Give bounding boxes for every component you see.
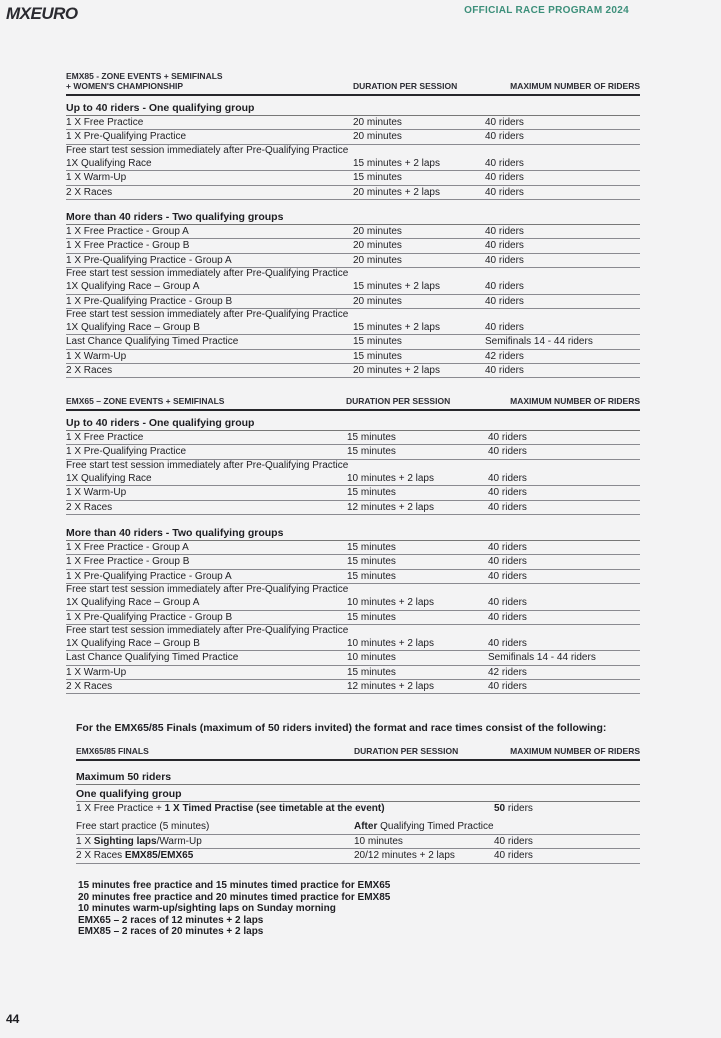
- session-name: 1 X Warm-Up: [66, 350, 127, 362]
- page-number: 44: [6, 1012, 20, 1026]
- emx85-group2-rows: [66, 225, 640, 379]
- session-row: [66, 130, 640, 144]
- session-duration: 12 minutes + 2 laps: [347, 681, 434, 693]
- session-note: [66, 460, 640, 472]
- emx65-group2-rows: [66, 541, 640, 695]
- session-name: Free start test session immediately after Pre-Qualifying Practice: [66, 624, 349, 636]
- session-row: [66, 157, 640, 171]
- session-row: [66, 611, 640, 625]
- session-row: [66, 295, 640, 309]
- session-row: [66, 171, 640, 185]
- finals-sighting-row: 1 X Sighting laps/Warm-Up 10 minutes 40 riders: [76, 835, 640, 850]
- emx85-title-line2: + WOMEN'S CHAMPIONSHIP: [66, 81, 184, 91]
- session-duration: 10 minutes + 2 laps: [347, 597, 434, 609]
- session-name: 1X Qualifying Race – Group A: [66, 597, 200, 609]
- emx65-section: [66, 385, 640, 694]
- finals-intro: For the EMX65/85 Finals (maximum of 50 riders invited) the format and race times consist of the following:: [76, 722, 607, 734]
- session-note: [66, 268, 640, 280]
- finals-title: EMX65/85 FINALS: [76, 746, 149, 756]
- session-note: [66, 625, 640, 637]
- session-duration: 20 minutes: [353, 295, 402, 307]
- session-name: 1 X Free Practice - Group B: [66, 240, 190, 252]
- session-name: Free start test session immediately after Pre-Qualifying Practice: [66, 308, 349, 320]
- session-name: Free start test session immediately after Pre-Qualifying Practice: [66, 268, 349, 280]
- group-title: Up to 40 riders - One qualifying group: [66, 417, 640, 431]
- session-duration: 15 minutes: [347, 446, 396, 458]
- finals-group-label: One qualifying group: [76, 788, 640, 802]
- session-max-riders: 40 riders: [485, 225, 524, 237]
- session-max-riders: 40 riders: [488, 681, 527, 693]
- group-title: More than 40 riders - Two qualifying groups: [66, 527, 640, 541]
- session-duration: 20 minutes: [353, 240, 402, 252]
- session-name: 1 X Free Practice - Group A: [66, 541, 189, 553]
- session-name: 1 X Pre-Qualifying Practice - Group A: [66, 254, 232, 266]
- col-duration-heading: DURATION PER SESSION: [354, 746, 459, 756]
- session-duration: 20 minutes + 2 laps: [353, 365, 440, 377]
- session-duration: 15 minutes + 2 laps: [353, 281, 440, 293]
- summary-line: 20 minutes free practice and 20 minutes timed practice for EMX85: [78, 891, 391, 903]
- session-row: [66, 637, 640, 651]
- session-row: [66, 186, 640, 200]
- session-duration: 15 minutes: [347, 570, 396, 582]
- session-name: 1 X Free Practice: [66, 117, 144, 128]
- group-title: Up to 40 riders - One qualifying group: [66, 102, 640, 116]
- emx85-group1-rows: [66, 116, 640, 200]
- session-duration: 15 minutes: [353, 336, 402, 348]
- session-duration: 20 minutes: [353, 225, 402, 237]
- session-row: [66, 555, 640, 569]
- session-row: [66, 321, 640, 335]
- session-name: 1 X Free Practice - Group A: [66, 225, 189, 237]
- session-name: 1X Qualifying Race – Group B: [66, 321, 200, 333]
- session-max-riders: 40 riders: [485, 172, 524, 184]
- session-max-riders: 40 riders: [485, 117, 524, 128]
- session-max-riders: 40 riders: [488, 446, 527, 458]
- session-duration: 10 minutes + 2 laps: [347, 637, 434, 649]
- session-duration: 20 minutes + 2 laps: [353, 186, 440, 198]
- session-duration: 15 minutes: [347, 487, 396, 499]
- session-row: [66, 364, 640, 378]
- session-name: 1 X Pre-Qualifying Practice: [66, 131, 187, 143]
- session-row: [66, 445, 640, 459]
- session-note: [66, 584, 640, 596]
- session-name: 2 X Races: [66, 365, 113, 377]
- session-name: 1 X Pre-Qualifying Practice - Group B: [66, 611, 233, 623]
- session-row: [66, 651, 640, 665]
- finals-free-start-row: Free start practice (5 minutes) After Qualifying Timed Practice: [76, 820, 640, 835]
- finals-practice-row: 1 X Free Practice + 1 X Timed Practise (see timetable at the event) 50 riders: [76, 803, 533, 814]
- col-duration-heading: DURATION PER SESSION: [346, 396, 451, 406]
- session-max-riders: 40 riders: [485, 131, 524, 143]
- summary-line: EMX85 – 2 races of 20 minutes + 2 laps: [78, 926, 264, 938]
- finals-summary: [78, 880, 390, 938]
- session-max-riders: 40 riders: [485, 365, 524, 377]
- session-duration: 10 minutes: [347, 652, 396, 664]
- session-row: [66, 472, 640, 486]
- finals-max-label: Maximum 50 riders: [76, 771, 640, 785]
- session-max-riders: 40 riders: [488, 487, 527, 499]
- session-duration: 15 minutes: [353, 350, 402, 362]
- session-duration: 15 minutes: [347, 541, 396, 553]
- col-max-heading: MAXIMUM NUMBER OF RIDERS: [510, 396, 640, 406]
- session-duration: 15 minutes + 2 laps: [353, 321, 440, 333]
- session-name: 1 X Warm-Up: [66, 172, 127, 184]
- session-row: [66, 431, 640, 445]
- summary-line: 10 minutes warm-up/sighting laps on Sunday morning: [78, 903, 336, 915]
- session-name: Free start test session immediately after Pre-Qualifying Practice: [66, 584, 349, 596]
- session-row: [66, 225, 640, 239]
- session-max-riders: 40 riders: [488, 597, 527, 609]
- session-max-riders: Semifinals 14 - 44 riders: [485, 336, 593, 348]
- session-name: 1X Qualifying Race: [66, 472, 152, 484]
- session-duration: 10 minutes + 2 laps: [347, 472, 434, 484]
- session-duration: 15 minutes: [347, 666, 396, 678]
- session-name: 1X Qualifying Race – Group B: [66, 637, 200, 649]
- session-max-riders: 40 riders: [488, 432, 527, 443]
- session-name: 1X Qualifying Race: [66, 157, 152, 169]
- session-name: Last Chance Qualifying Timed Practice: [66, 336, 239, 348]
- session-max-riders: 40 riders: [485, 295, 524, 307]
- session-duration: 15 minutes: [347, 432, 396, 443]
- page-header: [0, 0, 721, 26]
- session-max-riders: 40 riders: [485, 240, 524, 252]
- session-name: 1 X Pre-Qualifying Practice - Group A: [66, 570, 232, 582]
- session-name: 1X Qualifying Race – Group A: [66, 281, 200, 293]
- session-name: 1 X Pre-Qualifying Practice: [66, 446, 187, 458]
- session-name: 1 X Free Practice: [66, 432, 144, 443]
- session-note: [66, 309, 640, 321]
- session-duration: 15 minutes: [353, 172, 402, 184]
- session-name: 1 X Warm-Up: [66, 666, 127, 678]
- col-max-heading: MAXIMUM NUMBER OF RIDERS: [510, 746, 640, 756]
- session-duration: 20 minutes: [353, 117, 402, 128]
- session-max-riders: 40 riders: [485, 157, 524, 169]
- session-row: [66, 239, 640, 253]
- session-max-riders: 40 riders: [485, 321, 524, 333]
- group-title: More than 40 riders - Two qualifying groups: [66, 211, 640, 225]
- session-max-riders: 40 riders: [488, 472, 527, 484]
- session-duration: 15 minutes + 2 laps: [353, 157, 440, 169]
- program-title: OFFICIAL RACE PROGRAM 2024: [464, 5, 629, 16]
- session-row: [66, 570, 640, 584]
- session-max-riders: 40 riders: [485, 281, 524, 293]
- session-row: [66, 280, 640, 294]
- session-row: [66, 350, 640, 364]
- emx85-section: [66, 66, 640, 378]
- session-max-riders: 40 riders: [488, 637, 527, 649]
- finals-section: [76, 737, 640, 864]
- col-max-heading: MAXIMUM NUMBER OF RIDERS: [510, 81, 640, 91]
- finals-header: [76, 737, 640, 761]
- session-max-riders: 40 riders: [485, 186, 524, 198]
- session-row: [66, 666, 640, 680]
- session-max-riders: 42 riders: [488, 666, 527, 678]
- session-max-riders: 42 riders: [485, 350, 524, 362]
- session-max-riders: Semifinals 14 - 44 riders: [488, 652, 596, 664]
- session-name: Free start test session immediately after Pre-Qualifying Practice: [66, 459, 349, 471]
- session-duration: 20 minutes: [353, 131, 402, 143]
- session-duration: 12 minutes + 2 laps: [347, 501, 434, 513]
- emx85-header: [66, 66, 640, 96]
- emx65-group1-rows: [66, 431, 640, 515]
- session-name: 2 X Races: [66, 681, 113, 693]
- session-row: [66, 254, 640, 268]
- session-name: Last Chance Qualifying Timed Practice: [66, 652, 239, 664]
- session-row: [66, 486, 640, 500]
- mxeuro-logo: MXEURO: [6, 4, 78, 23]
- session-name: 2 X Races: [66, 186, 113, 198]
- session-duration: 20 minutes: [353, 254, 402, 266]
- session-row: [66, 680, 640, 694]
- session-duration: 15 minutes: [347, 611, 396, 623]
- session-max-riders: 40 riders: [488, 501, 527, 513]
- finals-races-row: 2 X Races EMX85/EMX65 20/12 minutes + 2 laps 40 riders: [76, 849, 640, 864]
- session-name: Free start test session immediately after Pre-Qualifying Practice: [66, 144, 349, 156]
- session-name: 1 X Warm-Up: [66, 487, 127, 499]
- session-row: [66, 596, 640, 610]
- session-max-riders: 40 riders: [488, 611, 527, 623]
- session-note: [66, 145, 640, 157]
- session-duration: 15 minutes: [347, 556, 396, 568]
- col-duration-heading: DURATION PER SESSION: [353, 81, 458, 91]
- emx65-header: [66, 385, 640, 411]
- summary-line: 15 minutes free practice and 15 minutes timed practice for EMX65: [78, 880, 391, 891]
- session-row: [66, 335, 640, 349]
- session-row: [66, 116, 640, 130]
- session-max-riders: 40 riders: [488, 570, 527, 582]
- session-name: 2 X Races: [66, 501, 113, 513]
- session-max-riders: 40 riders: [488, 556, 527, 568]
- summary-line: EMX65 – 2 races of 12 minutes + 2 laps: [78, 914, 264, 926]
- session-max-riders: 40 riders: [488, 541, 527, 553]
- session-row: [66, 541, 640, 555]
- session-max-riders: 40 riders: [485, 254, 524, 266]
- session-row: [66, 501, 640, 515]
- session-name: 1 X Pre-Qualifying Practice - Group B: [66, 295, 233, 307]
- emx85-title-line1: EMX85 - ZONE EVENTS + SEMIFINALS: [66, 71, 223, 81]
- session-name: 1 X Free Practice - Group B: [66, 556, 190, 568]
- emx65-title: EMX65 – ZONE EVENTS + SEMIFINALS: [66, 396, 225, 406]
